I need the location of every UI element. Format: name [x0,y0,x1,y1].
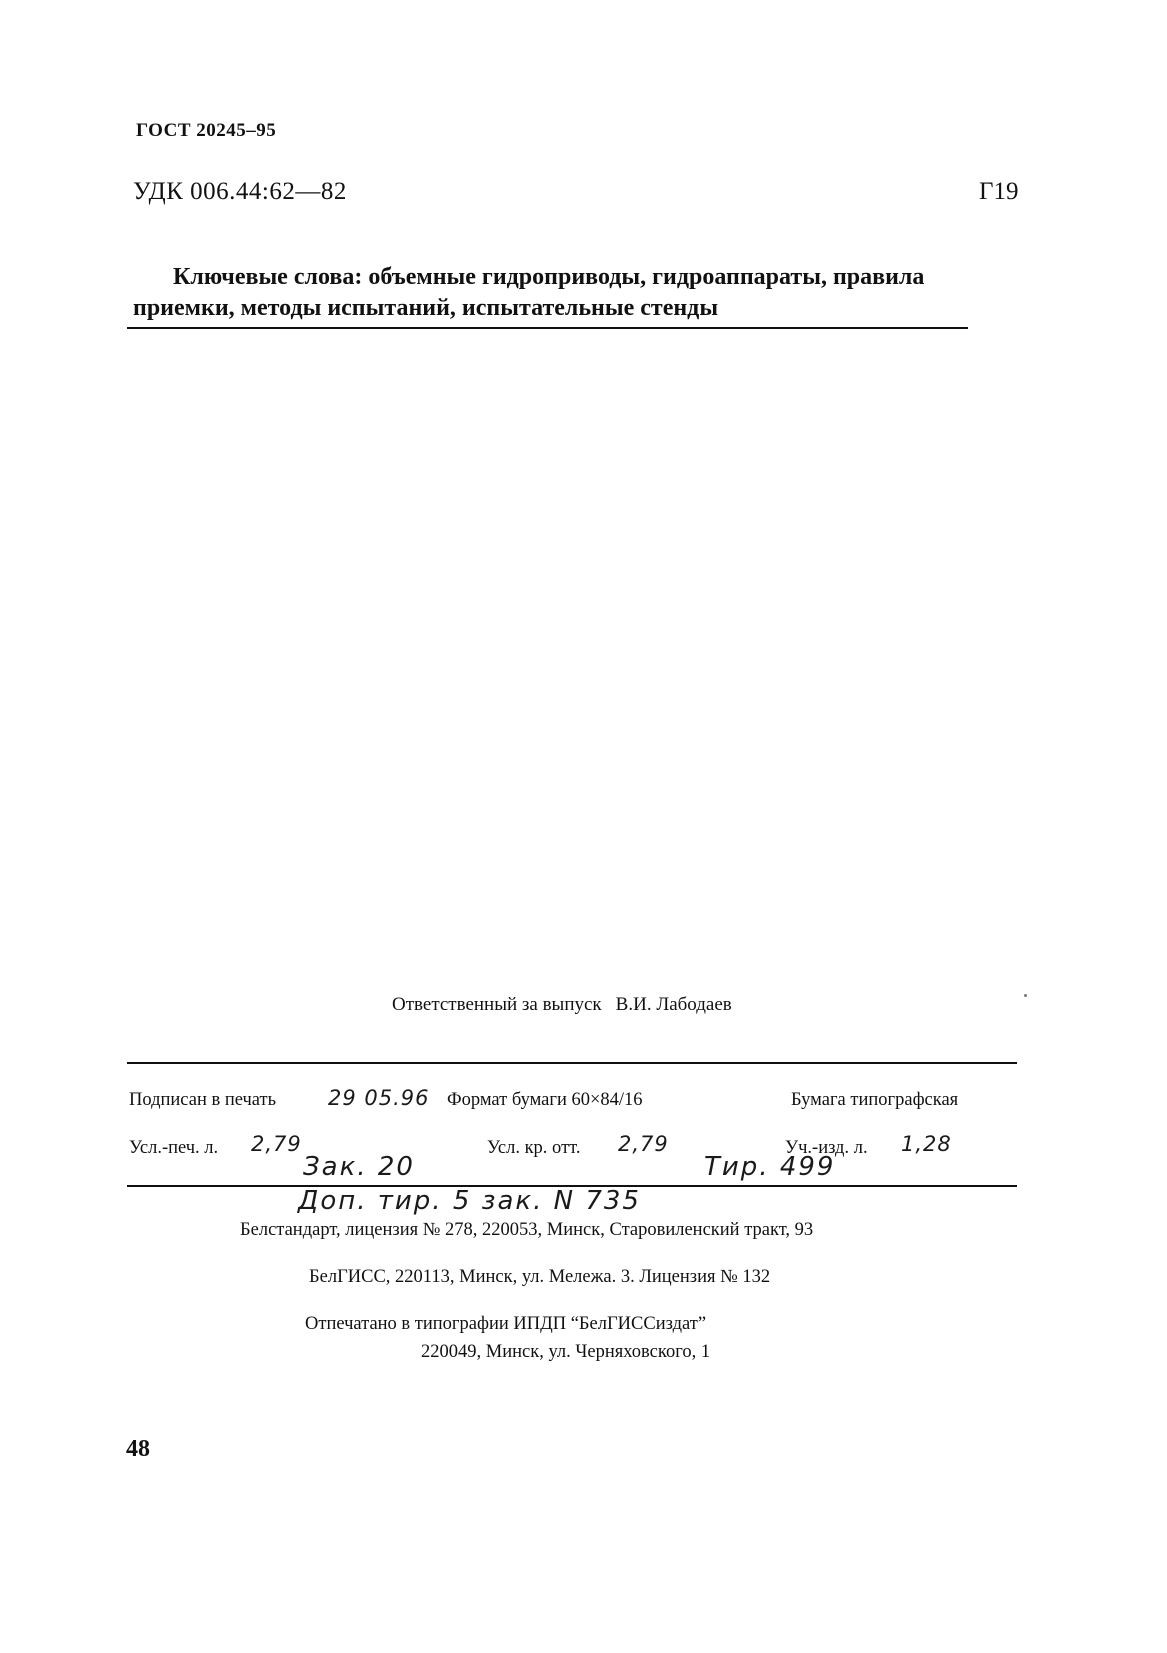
uch-izd-value-handwritten: 1,28 [901,1132,952,1156]
usl-kr-label: Усл. кр. отт. [487,1138,581,1158]
page-number: 48 [126,1436,150,1462]
keywords-label: Ключевые слова: [173,264,363,290]
extra-print-run-handwritten: Доп. тир. 5 зак. N 735 [298,1186,641,1216]
classification-code: Г19 [979,178,1019,205]
tirazh-handwritten: Тир. 499 [704,1152,836,1182]
printed-at-line-2: 220049, Минск, ул. Черняховского, 1 [421,1342,711,1362]
gost-header: ГОСТ 20245–95 [136,120,277,141]
signed-date-handwritten: 29 05.96 [328,1086,430,1110]
usl-pech-label: Усл.-печ. л. [129,1138,219,1158]
scan-speck [1024,994,1027,997]
paper-format: Формат бумаги 60×84/16 [447,1090,643,1110]
responsible-name: В.И. Лабодаев [615,994,732,1015]
keywords-text: объемные гидроприводы, гидроаппараты, правила приемки, методы испытаний, испытательные стенды [133,264,925,321]
belgiss-address: БелГИСС, 220113, Минск, ул. Мележа. 3. Лицензия № 132 [309,1267,771,1287]
printed-at-line-1: Отпечатано в типографии ИПДП “БелГИССиздат” [305,1314,707,1334]
belstandart-license: Белстандарт, лицензия № 278, 220053, Минск, Старовиленский тракт, 93 [240,1220,814,1240]
order-handwritten: Зак. 20 [303,1152,415,1182]
signed-label: Подписан в печать [129,1090,277,1110]
udk-code: УДК 006.44:62—82 [133,178,347,205]
uch-izd-label: Уч.-изд. л. [785,1138,868,1158]
responsible-label: Ответственный за выпуск [392,994,602,1015]
keywords-underline [127,327,968,329]
responsible-line [392,994,732,1016]
keywords-paragraph [133,262,1023,324]
paper-type: Бумага типографская [791,1090,959,1110]
usl-pech-value-handwritten: 2,79 [251,1132,302,1156]
imprint-top-rule [127,1062,1017,1064]
usl-kr-value-handwritten: 2,79 [618,1132,669,1156]
